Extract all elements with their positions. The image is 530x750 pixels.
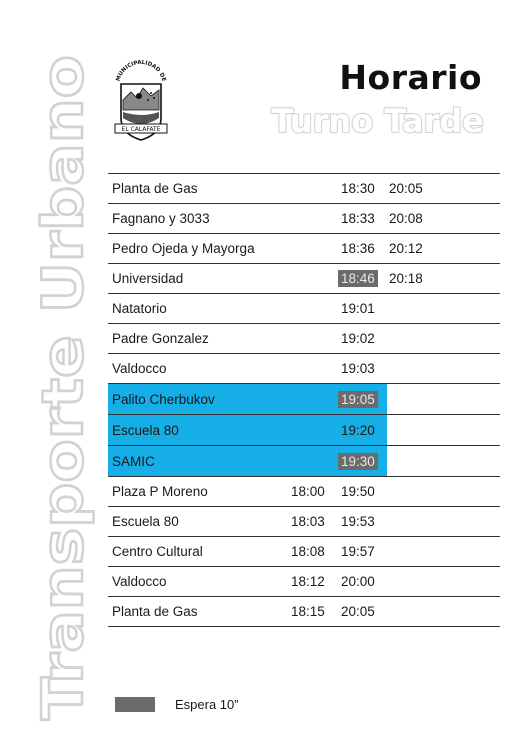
time-cell: 20:12 [389, 241, 423, 256]
stop-name: Planta de Gas [112, 181, 198, 196]
vertical-title [4, 30, 104, 730]
time-cell: 19:30 [338, 453, 378, 470]
time-cell: 19:05 [338, 391, 378, 408]
schedule-row [108, 204, 500, 234]
legend [115, 697, 239, 712]
schedule-row [108, 234, 500, 264]
stop-name: Padre Gonzalez [112, 331, 209, 346]
stop-name: Palito Cherbukov [112, 391, 215, 407]
municipality-logo [113, 60, 169, 144]
time-cell: 18:46 [338, 270, 378, 287]
wait-legend-swatch [115, 697, 155, 712]
time-cell: 19:02 [341, 331, 375, 346]
stop-name: Escuela 80 [112, 514, 179, 529]
stop-name: Escuela 80 [112, 422, 179, 438]
logo-bottom-text: EL CALAFATE [121, 126, 161, 133]
stop-name: Centro Cultural [112, 544, 203, 559]
schedule-table [108, 173, 500, 627]
page-title: Horario [339, 58, 482, 97]
legend-label: Espera 10” [175, 697, 239, 712]
stop-name: Planta de Gas [112, 604, 198, 619]
schedule-row [108, 384, 500, 415]
time-cell: 20:05 [341, 604, 375, 619]
time-cell: 18:00 [291, 484, 325, 499]
time-cell: 19:53 [341, 514, 375, 529]
stop-name: Universidad [112, 271, 184, 286]
logo-top-text: MUNICIPALIDAD DE [115, 60, 167, 83]
time-cell: 19:57 [341, 544, 375, 559]
stop-name: Natatorio [112, 301, 167, 316]
time-cell: 20:00 [341, 574, 375, 589]
stop-name: Valdocco [112, 361, 167, 376]
time-cell: 20:05 [389, 181, 423, 196]
schedule-row [108, 294, 500, 324]
page-subtitle: Turno Tarde [271, 102, 484, 140]
stop-name: Pedro Ojeda y Mayorga [112, 241, 255, 256]
schedule-row [108, 567, 500, 597]
schedule-row [108, 173, 500, 204]
time-cell: 20:08 [389, 211, 423, 226]
schedule-row [108, 264, 500, 294]
time-cell: 18:33 [341, 211, 375, 226]
schedule-row [108, 597, 500, 627]
time-cell: 19:50 [341, 484, 375, 499]
time-cell: 19:03 [341, 361, 375, 376]
svg-text:MUNICIPALIDAD DE [115, 60, 166, 82]
schedule-row [108, 415, 500, 446]
time-cell: 18:36 [341, 241, 375, 256]
time-cell: 18:12 [291, 574, 325, 589]
stop-name: Fagnano y 3033 [112, 211, 210, 226]
schedule-row [108, 354, 500, 384]
stop-name: SAMIC [112, 453, 155, 469]
time-cell: 18:08 [291, 544, 325, 559]
schedule-row [108, 446, 500, 477]
schedule-row [108, 537, 500, 567]
schedule-row [108, 324, 500, 354]
time-cell: 19:20 [341, 422, 375, 438]
stop-name: Valdocco [112, 574, 167, 589]
time-cell: 18:15 [291, 604, 325, 619]
schedule-row [108, 507, 500, 537]
stop-name: Plaza P Moreno [112, 484, 208, 499]
time-cell: 19:01 [341, 301, 375, 316]
vertical-title-text: Transporte Urbano [31, 129, 96, 720]
time-cell: 18:30 [341, 181, 375, 196]
schedule-row [108, 477, 500, 507]
time-cell: 20:18 [389, 271, 423, 286]
time-cell: 18:03 [291, 514, 325, 529]
